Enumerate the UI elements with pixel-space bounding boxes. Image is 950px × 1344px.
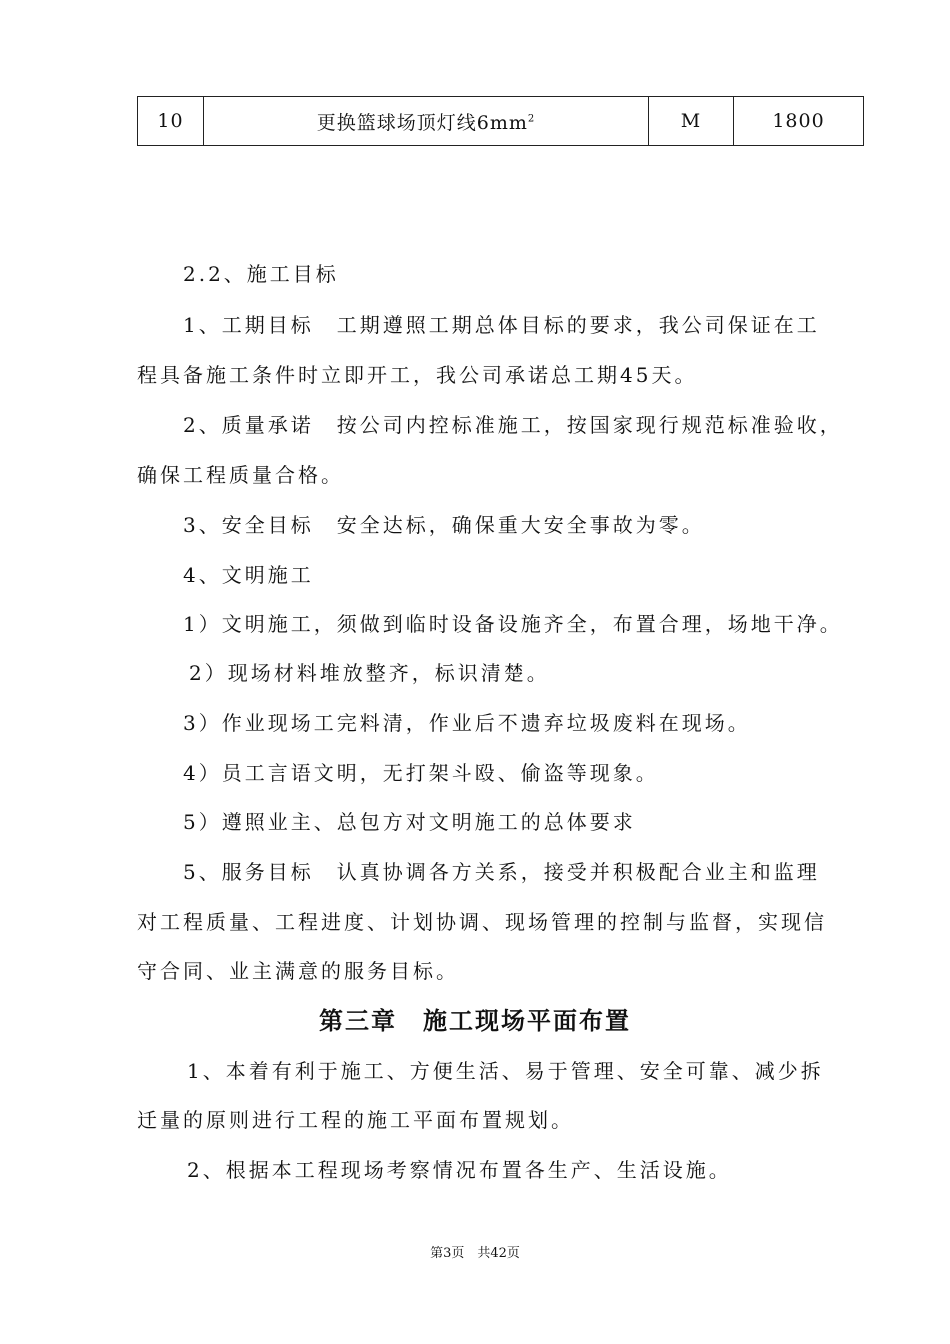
chapter-p1-line2: 迁量的原则进行工程的施工平面布置规划。: [137, 1108, 574, 1132]
item3: 3）作业现场工完料清，作业后不遗弃垃圾废料在现场。: [183, 711, 751, 735]
chapter-p1-line1: 1、本着有利于施工、方便生活、易于管理、安全可靠、减少拆: [187, 1059, 824, 1083]
goal3: 3、安全目标 安全达标，确保重大安全事故为零。: [183, 513, 705, 537]
goal5-line1: 5、服务目标 认真协调各方关系，接受并积极配合业主和监理: [183, 860, 820, 884]
row-item-text: 更换篮球场顶灯线6mm: [316, 111, 528, 134]
item1: 1）文明施工，须做到临时设备设施齐全，布置合理，场地干净。: [183, 612, 843, 636]
goal4: 4、文明施工: [183, 563, 314, 587]
goal1-line1: 1、工期目标 工期遵照工期总体目标的要求，我公司保证在工: [183, 313, 820, 337]
goal5-line3: 守合同、业主满意的服务目标。: [137, 959, 459, 983]
page-footer: 第3页 共42页: [430, 1246, 520, 1261]
goal2-line1: 2、质量承诺 按公司内控标准施工，按国家现行规范标准验收，: [183, 413, 843, 437]
goal5-line2: 对工程质量、工程进度、计划协调、现场管理的控制与监督，实现信: [137, 910, 827, 934]
table-row: [138, 97, 864, 146]
row-item-superscript: 2: [527, 113, 536, 125]
section-title: 2.2、施工目标: [183, 262, 339, 286]
materials-table: [137, 96, 864, 146]
item5: 5）遵照业主、总包方对文明施工的总体要求: [183, 810, 636, 834]
chapter-title: 第三章 施工现场平面布置: [319, 1007, 631, 1035]
item4: 4）员工言语文明，无打架斗殴、偷盗等现象。: [183, 761, 659, 785]
row-unit: M: [649, 97, 734, 146]
goal1-line2: 程具备施工条件时立即开工，我公司承诺总工期45天。: [137, 363, 698, 387]
row-quantity: 1800: [734, 97, 864, 146]
row-number: 10: [138, 97, 204, 146]
row-item: [204, 97, 649, 146]
goal2-line2: 确保工程质量合格。: [137, 463, 344, 487]
chapter-p2: 2、根据本工程现场考察情况布置各生产、生活设施。: [187, 1158, 732, 1182]
item2: 2）现场材料堆放整齐，标识清楚。: [189, 661, 550, 685]
